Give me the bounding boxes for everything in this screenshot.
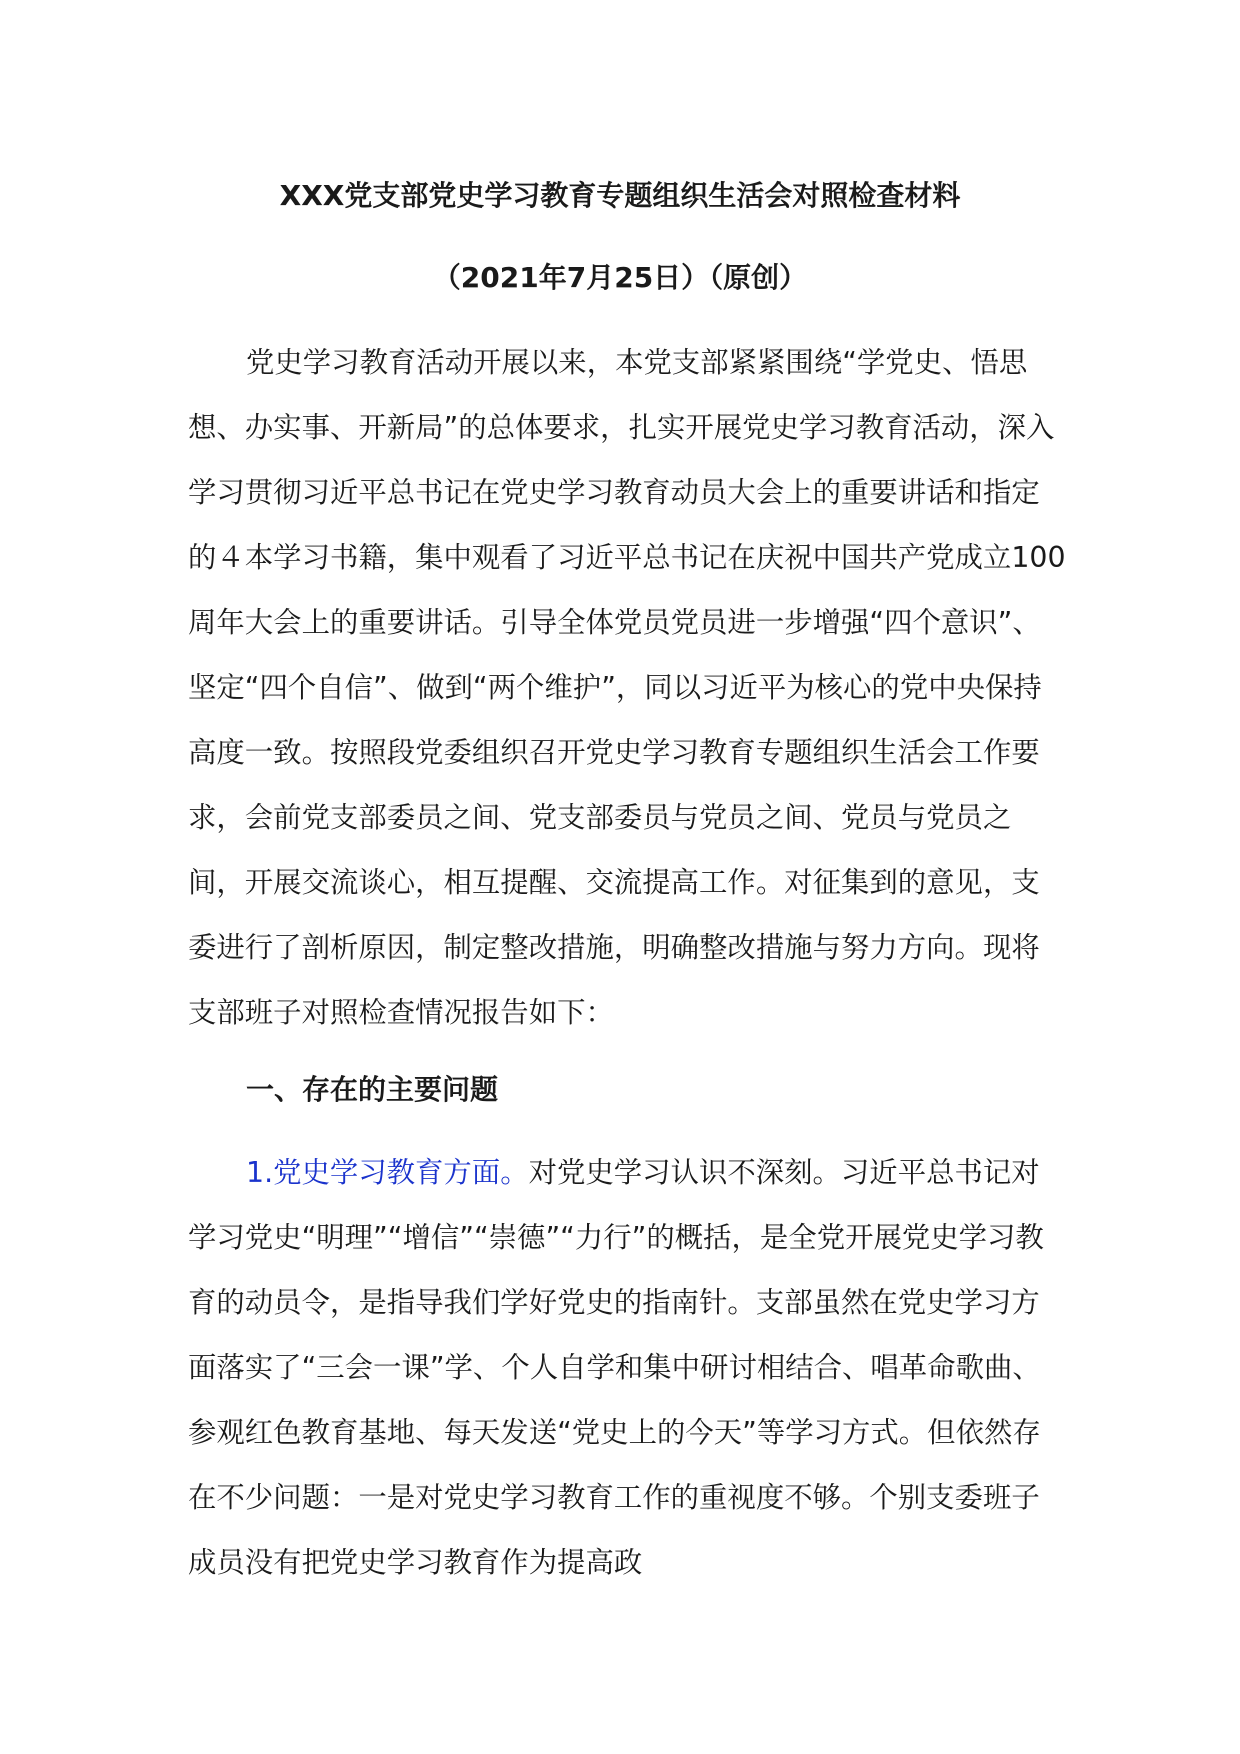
- intro-paragraph: 党史学习教育活动开展以来，本党支部紧紧围绕“学党史、悟思想、办实事、开新局”的总体要求，扎实开展党史学习教育活动，深入学习贯彻习近平总书记在党史学习教育动员大会上的重要讲话和指定的４本学习书籍，集中观看了习近平总书记在庆祝中国共产党成立100周年大会上的重要讲话。引导全体党员党员进一步增强“四个意识”、坚定“四个自信”、做到“两个维护”，同以习近平为核心的党中央保持高度一致。按照段党委组织召开党史学习教育专题组织生活会工作要求，会前党支部委员之间、党支部委员与党员之间、党员与党员之间，开展交流谈心，相互提醒、交流提高工作。对征集到的意见，支委进行了剖析原因，制定整改措施，明确整改措施与努力方向。现将支部班子对照检查情况报告如下：: [188, 346, 1066, 1029]
- document-title: XXX党支部党史学习教育专题组织生活会对照检查材料: [279, 179, 961, 212]
- item-text: 对党史学习认识不深刻。习近平总书记对学习党史“明理”“增信”“崇德”“力行”的概括，是全党开展党史学习教育的动员令，是指导我们学好党史的指南针。支部虽然在党史学习方面落实了“三会一课”学、个人自学和集中研讨相结合、唱革命歌曲、参观红色教育基地、每天发送“党史上的今天”等学习方式。但依然存在不少问题：一是对党史学习教育工作的重视度不够。个别支委班子成员没有把党史学习教育作为提高政: [188, 1156, 1044, 1579]
- item-lead-link: 1.党史学习教育方面。: [246, 1156, 529, 1189]
- section-heading: 一、存在的主要问题: [246, 1073, 499, 1106]
- section-paragraph: [188, 1140, 1068, 1595]
- document-subtitle: （2021年7月25日）（原创）: [432, 261, 808, 294]
